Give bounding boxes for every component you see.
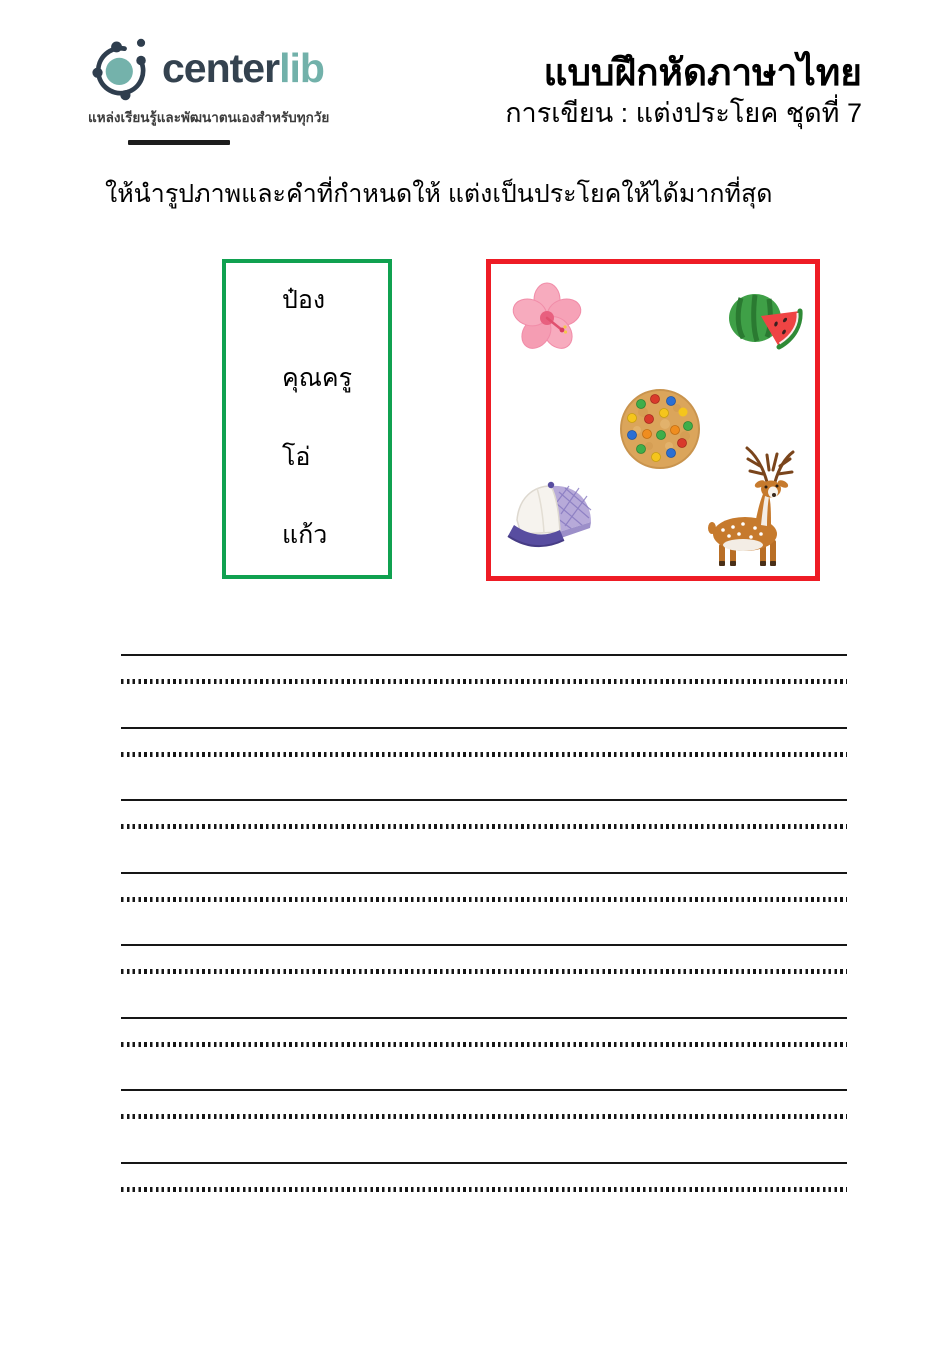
solid-writing-line [121, 944, 847, 946]
cookie-image [619, 388, 701, 470]
watermelon-image [727, 286, 803, 352]
writing-line-pair [121, 872, 847, 902]
word-box [222, 259, 392, 579]
writing-line-pair [121, 1017, 847, 1047]
title-block [505, 50, 862, 131]
worksheet-subtitle: การเขียน : แต่งประโยค ชุดที่ 7 [505, 98, 862, 129]
word-item-4: แก้ว [282, 520, 328, 549]
dotted-writing-line [121, 969, 847, 974]
worksheet-title: แบบฝึกหัดภาษาไทย [543, 52, 862, 93]
dotted-writing-line [121, 824, 847, 829]
writing-area [121, 654, 847, 1234]
solid-writing-line [121, 872, 847, 874]
writing-line-pair [121, 654, 847, 684]
logo-row [88, 34, 388, 102]
cap-image [507, 474, 599, 556]
word-item-3: โอ่ [282, 442, 311, 471]
centerlib-network-icon [88, 34, 156, 102]
solid-writing-line [121, 1089, 847, 1091]
writing-line-pair [121, 1089, 847, 1119]
writing-line-pair [121, 799, 847, 829]
dotted-writing-line [121, 1187, 847, 1192]
dotted-writing-line [121, 897, 847, 902]
centerlib-logo [88, 34, 388, 128]
image-box [486, 259, 820, 581]
instruction-text: ให้นำรูปภาพและคำที่กำหนดให้ แต่งเป็นประโยคให้ได้มากที่สุด [105, 180, 773, 208]
hibiscus-flower-image [511, 278, 583, 350]
solid-writing-line [121, 727, 847, 729]
scan-artifact-mark [128, 140, 230, 145]
logo-tagline: แหล่งเรียนรู้และพัฒนาตนเองสำหรับทุกวัย [88, 110, 330, 125]
brand-name [162, 44, 324, 91]
brand-name-center: center [162, 44, 280, 91]
dotted-writing-line [121, 1042, 847, 1047]
dotted-writing-line [121, 679, 847, 684]
dotted-writing-line [121, 752, 847, 757]
word-item-2: คุณครู [282, 364, 353, 393]
solid-writing-line [121, 654, 847, 656]
writing-line-pair [121, 727, 847, 757]
brand-name-lib: lib [279, 44, 324, 91]
writing-line-pair [121, 1162, 847, 1192]
solid-writing-line [121, 1162, 847, 1164]
solid-writing-line [121, 799, 847, 801]
deer-image [703, 442, 798, 570]
word-item-1: ป๋อง [282, 286, 326, 314]
writing-line-pair [121, 944, 847, 974]
dotted-writing-line [121, 1114, 847, 1119]
solid-writing-line [121, 1017, 847, 1019]
